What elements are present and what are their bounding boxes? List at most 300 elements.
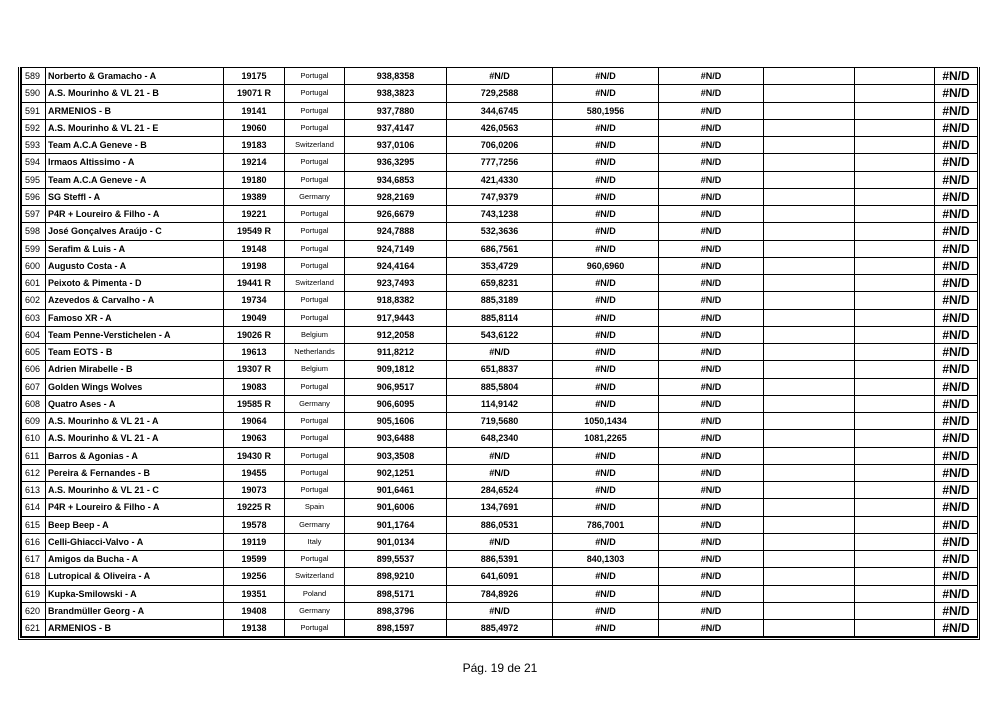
table-row [22,378,978,395]
country-cell: Portugal [285,223,345,240]
team-name-cell: Brandmüller Georg - A [46,602,224,619]
value-3-cell: #N/D [553,171,659,188]
value-1-cell: 924,7149 [345,240,447,257]
empty-cell [764,309,855,326]
team-name-cell: Norberto & Gramacho - A [46,68,224,85]
empty-cell [855,154,935,171]
value-3-cell: #N/D [553,533,659,550]
value-4-cell: #N/D [659,240,764,257]
value-1-cell: 918,8382 [345,292,447,309]
result-cell: #N/D [935,326,978,343]
empty-cell [764,464,855,481]
country-cell: Portugal [285,482,345,499]
value-3-cell: #N/D [553,85,659,102]
team-name-cell: Kupka-Smilowski - A [46,585,224,602]
ring-id-cell: 19599 [224,551,285,568]
row-number-cell: 595 [22,171,46,188]
empty-cell [855,378,935,395]
value-2-cell: 686,7561 [447,240,553,257]
result-cell: #N/D [935,620,978,637]
team-name-cell: ARMENIOS - B [46,102,224,119]
empty-cell [764,292,855,309]
value-2-cell: 885,5804 [447,378,553,395]
row-number-cell: 589 [22,68,46,85]
value-2-cell: #N/D [447,447,553,464]
value-1-cell: 938,3823 [345,85,447,102]
team-name-cell: ARMENIOS - B [46,620,224,637]
ring-id-cell: 19578 [224,516,285,533]
value-1-cell: 898,3796 [345,602,447,619]
value-4-cell: #N/D [659,223,764,240]
country-cell: Portugal [285,154,345,171]
value-1-cell: 901,6461 [345,482,447,499]
value-1-cell: 917,9443 [345,309,447,326]
empty-cell [764,551,855,568]
table-row [22,309,978,326]
table-row [22,188,978,205]
row-number-cell: 600 [22,257,46,274]
team-name-cell: Team EOTS - B [46,344,224,361]
team-name-cell: P4R + Loureiro & Filho - A [46,206,224,223]
value-4-cell: #N/D [659,620,764,637]
row-number-cell: 608 [22,395,46,412]
table-row [22,499,978,516]
result-cell: #N/D [935,464,978,481]
value-1-cell: 906,6095 [345,395,447,412]
country-cell: Portugal [285,240,345,257]
value-1-cell: 936,3295 [345,154,447,171]
country-cell: Portugal [285,551,345,568]
country-cell: Portugal [285,102,345,119]
value-4-cell: #N/D [659,482,764,499]
team-name-cell: A.S. Mourinho & VL 21 - A [46,413,224,430]
empty-cell [855,464,935,481]
empty-cell [764,602,855,619]
value-4-cell: #N/D [659,171,764,188]
value-1-cell: 902,1251 [345,464,447,481]
value-1-cell: 923,7493 [345,275,447,292]
ring-id-cell: 19138 [224,620,285,637]
empty-cell [764,326,855,343]
empty-cell [855,516,935,533]
team-name-cell: Irmaos Altissimo - A [46,154,224,171]
table-row [22,240,978,257]
table-row [22,620,978,637]
country-cell: Portugal [285,85,345,102]
result-cell: #N/D [935,188,978,205]
value-4-cell: #N/D [659,206,764,223]
ring-id-cell: 19256 [224,568,285,585]
row-number-cell: 614 [22,499,46,516]
empty-cell [764,223,855,240]
empty-cell [855,533,935,550]
result-cell: #N/D [935,240,978,257]
value-4-cell: #N/D [659,447,764,464]
row-number-cell: 594 [22,154,46,171]
value-4-cell: #N/D [659,85,764,102]
row-number-cell: 602 [22,292,46,309]
country-cell: Germany [285,188,345,205]
team-name-cell: Beep Beep - A [46,516,224,533]
value-2-cell: 885,3189 [447,292,553,309]
result-cell: #N/D [935,533,978,550]
empty-cell [855,326,935,343]
team-name-cell: A.S. Mourinho & VL 21 - E [46,119,224,136]
value-3-cell: #N/D [553,68,659,85]
team-name-cell: Quatro Ases - A [46,395,224,412]
table-row [22,206,978,223]
ring-id-cell: 19198 [224,257,285,274]
empty-cell [764,620,855,637]
value-3-cell: #N/D [553,361,659,378]
empty-cell [764,137,855,154]
value-2-cell: 706,0206 [447,137,553,154]
empty-cell [764,430,855,447]
empty-cell [855,395,935,412]
ring-id-cell: 19064 [224,413,285,430]
table-row [22,257,978,274]
empty-cell [764,378,855,395]
value-4-cell: #N/D [659,344,764,361]
ring-id-cell: 19389 [224,188,285,205]
value-2-cell: 543,6122 [447,326,553,343]
table-row [22,533,978,550]
value-3-cell: 786,7001 [553,516,659,533]
result-cell: #N/D [935,447,978,464]
team-name-cell: Team A.C.A Geneve - A [46,171,224,188]
value-1-cell: 898,1597 [345,620,447,637]
value-2-cell: 532,3636 [447,223,553,240]
value-3-cell: #N/D [553,344,659,361]
value-2-cell: #N/D [447,464,553,481]
empty-cell [855,188,935,205]
ring-id-cell: 19430 R [224,447,285,464]
ring-id-cell: 19225 R [224,499,285,516]
value-3-cell: #N/D [553,188,659,205]
table-row [22,482,978,499]
country-cell: Switzerland [285,275,345,292]
empty-cell [855,309,935,326]
table-row [22,326,978,343]
value-2-cell: #N/D [447,602,553,619]
ring-id-cell: 19455 [224,464,285,481]
value-2-cell: #N/D [447,344,553,361]
ring-id-cell: 19049 [224,309,285,326]
value-3-cell: #N/D [553,620,659,637]
empty-cell [855,171,935,188]
country-cell: Portugal [285,171,345,188]
row-number-cell: 591 [22,102,46,119]
ring-id-cell: 19221 [224,206,285,223]
row-number-cell: 596 [22,188,46,205]
ring-id-cell: 19351 [224,585,285,602]
value-1-cell: 898,5171 [345,585,447,602]
empty-cell [764,516,855,533]
table-row [22,275,978,292]
ring-id-cell: 19307 R [224,361,285,378]
country-cell: Portugal [285,257,345,274]
ring-id-cell: 19585 R [224,395,285,412]
table-row [22,568,978,585]
row-number-cell: 592 [22,119,46,136]
empty-cell [855,68,935,85]
row-number-cell: 598 [22,223,46,240]
empty-cell [855,551,935,568]
row-number-cell: 610 [22,430,46,447]
value-4-cell: #N/D [659,551,764,568]
empty-cell [855,275,935,292]
value-2-cell: 651,8837 [447,361,553,378]
country-cell: Portugal [285,413,345,430]
result-cell: #N/D [935,309,978,326]
row-number-cell: 607 [22,378,46,395]
empty-cell [855,257,935,274]
value-2-cell: 885,4972 [447,620,553,637]
table-row [22,585,978,602]
empty-cell [764,568,855,585]
table-row [22,154,978,171]
result-cell: #N/D [935,602,978,619]
empty-cell [764,102,855,119]
row-number-cell: 606 [22,361,46,378]
value-2-cell: 886,0531 [447,516,553,533]
value-1-cell: 937,7880 [345,102,447,119]
country-cell: Portugal [285,309,345,326]
value-1-cell: 903,6488 [345,430,447,447]
team-name-cell: Golden Wings Wolves [46,378,224,395]
row-number-cell: 609 [22,413,46,430]
empty-cell [855,137,935,154]
value-2-cell: 641,6091 [447,568,553,585]
empty-cell [855,447,935,464]
value-2-cell: 648,2340 [447,430,553,447]
empty-cell [764,68,855,85]
value-4-cell: #N/D [659,102,764,119]
table-row [22,447,978,464]
value-4-cell: #N/D [659,499,764,516]
value-4-cell: #N/D [659,292,764,309]
team-name-cell: A.S. Mourinho & VL 21 - C [46,482,224,499]
value-3-cell: #N/D [553,499,659,516]
value-1-cell: 924,7888 [345,223,447,240]
value-3-cell: #N/D [553,275,659,292]
value-4-cell: #N/D [659,68,764,85]
team-name-cell: Adrien Mirabelle - B [46,361,224,378]
row-number-cell: 603 [22,309,46,326]
empty-cell [855,482,935,499]
result-cell: #N/D [935,257,978,274]
value-2-cell: 659,8231 [447,275,553,292]
country-cell: Italy [285,533,345,550]
team-name-cell: José Gonçalves Araújo - C [46,223,224,240]
ring-id-cell: 19183 [224,137,285,154]
result-cell: #N/D [935,499,978,516]
country-cell: Portugal [285,378,345,395]
empty-cell [855,620,935,637]
row-number-cell: 597 [22,206,46,223]
value-3-cell: #N/D [553,240,659,257]
result-cell: #N/D [935,154,978,171]
row-number-cell: 612 [22,464,46,481]
value-3-cell: #N/D [553,464,659,481]
table-row [22,344,978,361]
value-4-cell: #N/D [659,188,764,205]
table-row [22,292,978,309]
value-2-cell: 134,7691 [447,499,553,516]
value-4-cell: #N/D [659,585,764,602]
result-cell: #N/D [935,568,978,585]
team-name-cell: P4R + Loureiro & Filho - A [46,499,224,516]
empty-cell [855,206,935,223]
country-cell: Portugal [285,292,345,309]
row-number-cell: 619 [22,585,46,602]
page-number: Pág. 19 de 21 [462,661,538,675]
table-row [22,223,978,240]
value-4-cell: #N/D [659,378,764,395]
table-row [22,137,978,154]
country-cell: Portugal [285,68,345,85]
value-2-cell: 114,9142 [447,395,553,412]
table-row [22,361,978,378]
value-2-cell: 747,9379 [447,188,553,205]
value-3-cell: #N/D [553,119,659,136]
empty-cell [764,585,855,602]
empty-cell [764,344,855,361]
value-1-cell: 934,6853 [345,171,447,188]
value-1-cell: 901,0134 [345,533,447,550]
team-name-cell: Celli-Ghiacci-Valvo - A [46,533,224,550]
value-4-cell: #N/D [659,568,764,585]
value-4-cell: #N/D [659,602,764,619]
empty-cell [855,102,935,119]
value-3-cell: #N/D [553,223,659,240]
value-1-cell: 924,4164 [345,257,447,274]
empty-cell [764,413,855,430]
result-cell: #N/D [935,395,978,412]
ring-id-cell: 19175 [224,68,285,85]
value-4-cell: #N/D [659,533,764,550]
empty-cell [764,119,855,136]
empty-cell [855,413,935,430]
result-cell: #N/D [935,85,978,102]
ring-id-cell: 19083 [224,378,285,395]
value-1-cell: 909,1812 [345,361,447,378]
team-name-cell: Team Penne-Verstichelen - A [46,326,224,343]
value-3-cell: 1081,2265 [553,430,659,447]
ring-id-cell: 19148 [224,240,285,257]
country-cell: Germany [285,395,345,412]
empty-cell [855,430,935,447]
team-name-cell: Serafim & Luis - A [46,240,224,257]
row-number-cell: 613 [22,482,46,499]
value-4-cell: #N/D [659,361,764,378]
empty-cell [764,533,855,550]
value-3-cell: #N/D [553,568,659,585]
value-1-cell: 938,8358 [345,68,447,85]
row-number-cell: 620 [22,602,46,619]
table-row [22,430,978,447]
row-number-cell: 611 [22,447,46,464]
table-row [22,85,978,102]
empty-cell [855,602,935,619]
results-table-container [18,67,980,640]
ring-id-cell: 19071 R [224,85,285,102]
value-2-cell: 784,8926 [447,585,553,602]
country-cell: Poland [285,585,345,602]
value-2-cell: 344,6745 [447,102,553,119]
row-number-cell: 604 [22,326,46,343]
team-name-cell: Famoso XR - A [46,309,224,326]
value-2-cell: #N/D [447,68,553,85]
value-4-cell: #N/D [659,413,764,430]
results-table [21,67,978,637]
ring-id-cell: 19073 [224,482,285,499]
ring-id-cell: 19549 R [224,223,285,240]
result-cell: #N/D [935,344,978,361]
value-3-cell: #N/D [553,447,659,464]
empty-cell [764,206,855,223]
ring-id-cell: 19613 [224,344,285,361]
empty-cell [855,568,935,585]
row-number-cell: 615 [22,516,46,533]
ring-id-cell: 19441 R [224,275,285,292]
value-1-cell: 937,4147 [345,119,447,136]
result-cell: #N/D [935,585,978,602]
value-1-cell: 898,9210 [345,568,447,585]
country-cell: Netherlands [285,344,345,361]
value-1-cell: 906,9517 [345,378,447,395]
value-4-cell: #N/D [659,395,764,412]
team-name-cell: Peixoto & Pimenta - D [46,275,224,292]
empty-cell [764,85,855,102]
value-1-cell: 905,1606 [345,413,447,430]
value-1-cell: 926,6679 [345,206,447,223]
value-2-cell: 426,0563 [447,119,553,136]
row-number-cell: 617 [22,551,46,568]
country-cell: Portugal [285,206,345,223]
value-3-cell: #N/D [553,206,659,223]
value-4-cell: #N/D [659,516,764,533]
ring-id-cell: 19141 [224,102,285,119]
team-name-cell: Barros & Agonias - A [46,447,224,464]
row-number-cell: 616 [22,533,46,550]
team-name-cell: SG Steffl - A [46,188,224,205]
value-3-cell: #N/D [553,326,659,343]
table-row [22,119,978,136]
value-1-cell: 901,6006 [345,499,447,516]
value-3-cell: #N/D [553,378,659,395]
table-row [22,516,978,533]
value-4-cell: #N/D [659,430,764,447]
row-number-cell: 618 [22,568,46,585]
value-2-cell: 886,5391 [447,551,553,568]
table-row [22,68,978,85]
country-cell: Germany [285,602,345,619]
empty-cell [855,85,935,102]
ring-id-cell: 19214 [224,154,285,171]
country-cell: Portugal [285,119,345,136]
result-cell: #N/D [935,68,978,85]
value-2-cell: 777,7256 [447,154,553,171]
value-3-cell: #N/D [553,137,659,154]
value-1-cell: 912,2058 [345,326,447,343]
country-cell: Portugal [285,464,345,481]
country-cell: Belgium [285,326,345,343]
empty-cell [855,119,935,136]
empty-cell [855,499,935,516]
value-1-cell: 901,1764 [345,516,447,533]
empty-cell [764,240,855,257]
